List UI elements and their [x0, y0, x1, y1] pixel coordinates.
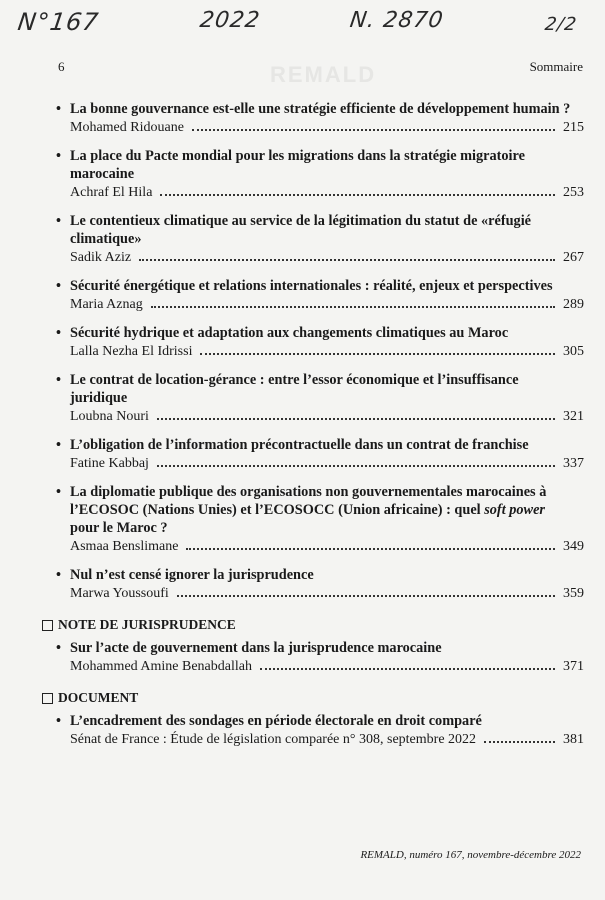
entry-page: 305 [563, 344, 584, 359]
entry-page: 253 [563, 185, 584, 200]
entry-title: Le contrat de location-gérance : entre l’essor économique et l’insuffisance juridique [70, 372, 519, 406]
entry-page: 215 [563, 120, 584, 135]
entry-author: Asmaa Benslimane [70, 539, 179, 554]
leader-dots [157, 465, 555, 467]
entry-page: 289 [563, 297, 584, 312]
entry-title: Le contentieux climatique au service de la légitimation du statut de «réfugié climatique» [70, 213, 532, 247]
entry-page: 359 [563, 586, 584, 601]
handwritten-issue-number: N°167 [16, 8, 101, 36]
entry-author: Mohamed Ridouane [70, 120, 184, 135]
entry-author: Lalla Nezha El Idrissi [70, 344, 193, 359]
toc-entry[interactable]: • Le contrat de location-gérance : entre l’essor économique et l’insuffisance juridique Loubna Nouri 321 [56, 372, 584, 424]
leader-dots [151, 306, 555, 308]
entry-author: Sadik Aziz [70, 250, 132, 265]
entry-title: L’obligation de l’information précontractuelle dans un contrat de franchise [70, 437, 529, 453]
entry-author: Sénat de France : Étude de législation comparée n° 308, septembre 2022 [70, 732, 477, 747]
entry-page: 371 [563, 659, 584, 674]
toc-entry[interactable]: • Sécurité énergétique et relations internationales : réalité, enjeux et perspectives Maria Aznag 289 [56, 278, 584, 312]
checkbox-square-icon [42, 620, 53, 631]
toc-entry[interactable]: • L’obligation de l’information précontractuelle dans un contrat de franchise Fatine Kabbaj 337 [56, 437, 584, 471]
leader-dots [186, 548, 555, 550]
entry-title-emphasis: soft power [484, 502, 545, 518]
entry-page: 321 [563, 409, 584, 424]
entry-page: 349 [563, 539, 584, 554]
section-heading-text: NOTE DE JURISPRUDENCE [58, 617, 236, 632]
entry-title: Sécurité hydrique et adaptation aux changements climatiques au Maroc [70, 325, 509, 341]
table-of-contents [56, 100, 584, 759]
section-heading-jurisprudence [42, 617, 584, 633]
entry-author: Fatine Kabbaj [70, 456, 149, 471]
leader-dots [484, 741, 555, 743]
toc-entry[interactable]: • Nul n’est censé ignorer la jurisprudence Marwa Youssoufi 359 [56, 567, 584, 601]
entry-page: 267 [563, 250, 584, 265]
toc-entry[interactable]: • Le contentieux climatique au service de la légitimation du statut de «réfugié climatique» Sadik Aziz 267 [56, 213, 584, 265]
handwritten-reference: N. 2870 [348, 8, 446, 33]
leader-dots [200, 353, 555, 355]
leader-dots [139, 259, 555, 261]
handwritten-page-count: 2/2 [543, 14, 579, 35]
toc-entry[interactable]: • Sur l’acte de gouvernement dans la jurisprudence marocaine Mohammed Amine Benabdallah 371 [56, 640, 584, 674]
entry-author: Achraf El Hila [70, 185, 153, 200]
leader-dots [260, 668, 555, 670]
entry-title: L’encadrement des sondages en période électorale en droit comparé [70, 713, 482, 729]
leader-dots [157, 418, 555, 420]
leader-dots [192, 129, 555, 131]
toc-entry[interactable]: • Sécurité hydrique et adaptation aux changements climatiques au Maroc Lalla Nezha El Idrissi 305 [56, 325, 584, 359]
entry-title: La place du Pacte mondial pour les migrations dans la stratégie migratoire marocaine [70, 148, 525, 182]
toc-entry[interactable]: • La place du Pacte mondial pour les migrations dans la stratégie migratoire marocaine Achraf El Hila 253 [56, 148, 584, 200]
entry-author: Marwa Youssoufi [70, 586, 169, 601]
handwritten-year: 2022 [198, 8, 262, 33]
entry-author: Maria Aznag [70, 297, 143, 312]
entry-author: Loubna Nouri [70, 409, 149, 424]
entry-author: Mohammed Amine Benabdallah [70, 659, 252, 674]
section-heading-document [42, 690, 584, 706]
page-number: 6 [58, 59, 65, 74]
toc-entry[interactable]: • La diplomatie publique des organisations non gouvernementales marocaines à l’ECOSOC (Nations Unies) et l’ECOSOCC (Union africaine) : quel soft power pour le Maroc ? Asmaa Benslimane 349 [56, 484, 584, 554]
entry-title: Sur l’acte de gouvernement dans la jurisprudence marocaine [70, 640, 442, 656]
checkbox-square-icon [42, 693, 53, 704]
entry-page: 381 [563, 732, 584, 747]
leader-dots [177, 595, 555, 597]
entry-page: 337 [563, 456, 584, 471]
footer-citation: REMALD, numéro 167, novembre-décembre 2022 [360, 849, 581, 861]
running-title: Sommaire [529, 59, 583, 74]
entry-title-part: La diplomatie publique des organisations non gouvernementales marocaines à l’ECOSOC (Nations Unies) et l’ECOSOCC (Union africaine) : quel [70, 484, 547, 518]
toc-entry[interactable]: • L’encadrement des sondages en période électorale en droit comparé Sénat de France : Étude de législation comparée n° 308, septembre 2022 381 [56, 713, 584, 747]
leader-dots [160, 194, 555, 196]
entry-title: Nul n’est censé ignorer la jurisprudence [70, 567, 314, 583]
entry-title: La bonne gouvernance est-elle une stratégie efficiente de développement humain ? [70, 101, 571, 117]
entry-title-part: pour le Maroc ? [70, 520, 168, 536]
bleed-through-ghost: REMALD [270, 62, 377, 87]
entry-title: Sécurité énergétique et relations internationales : réalité, enjeux et perspectives [70, 278, 553, 294]
section-heading-text: DOCUMENT [58, 690, 139, 705]
toc-entry[interactable]: • La bonne gouvernance est-elle une stratégie efficiente de développement humain ? Mohamed Ridouane 215 [56, 101, 584, 135]
